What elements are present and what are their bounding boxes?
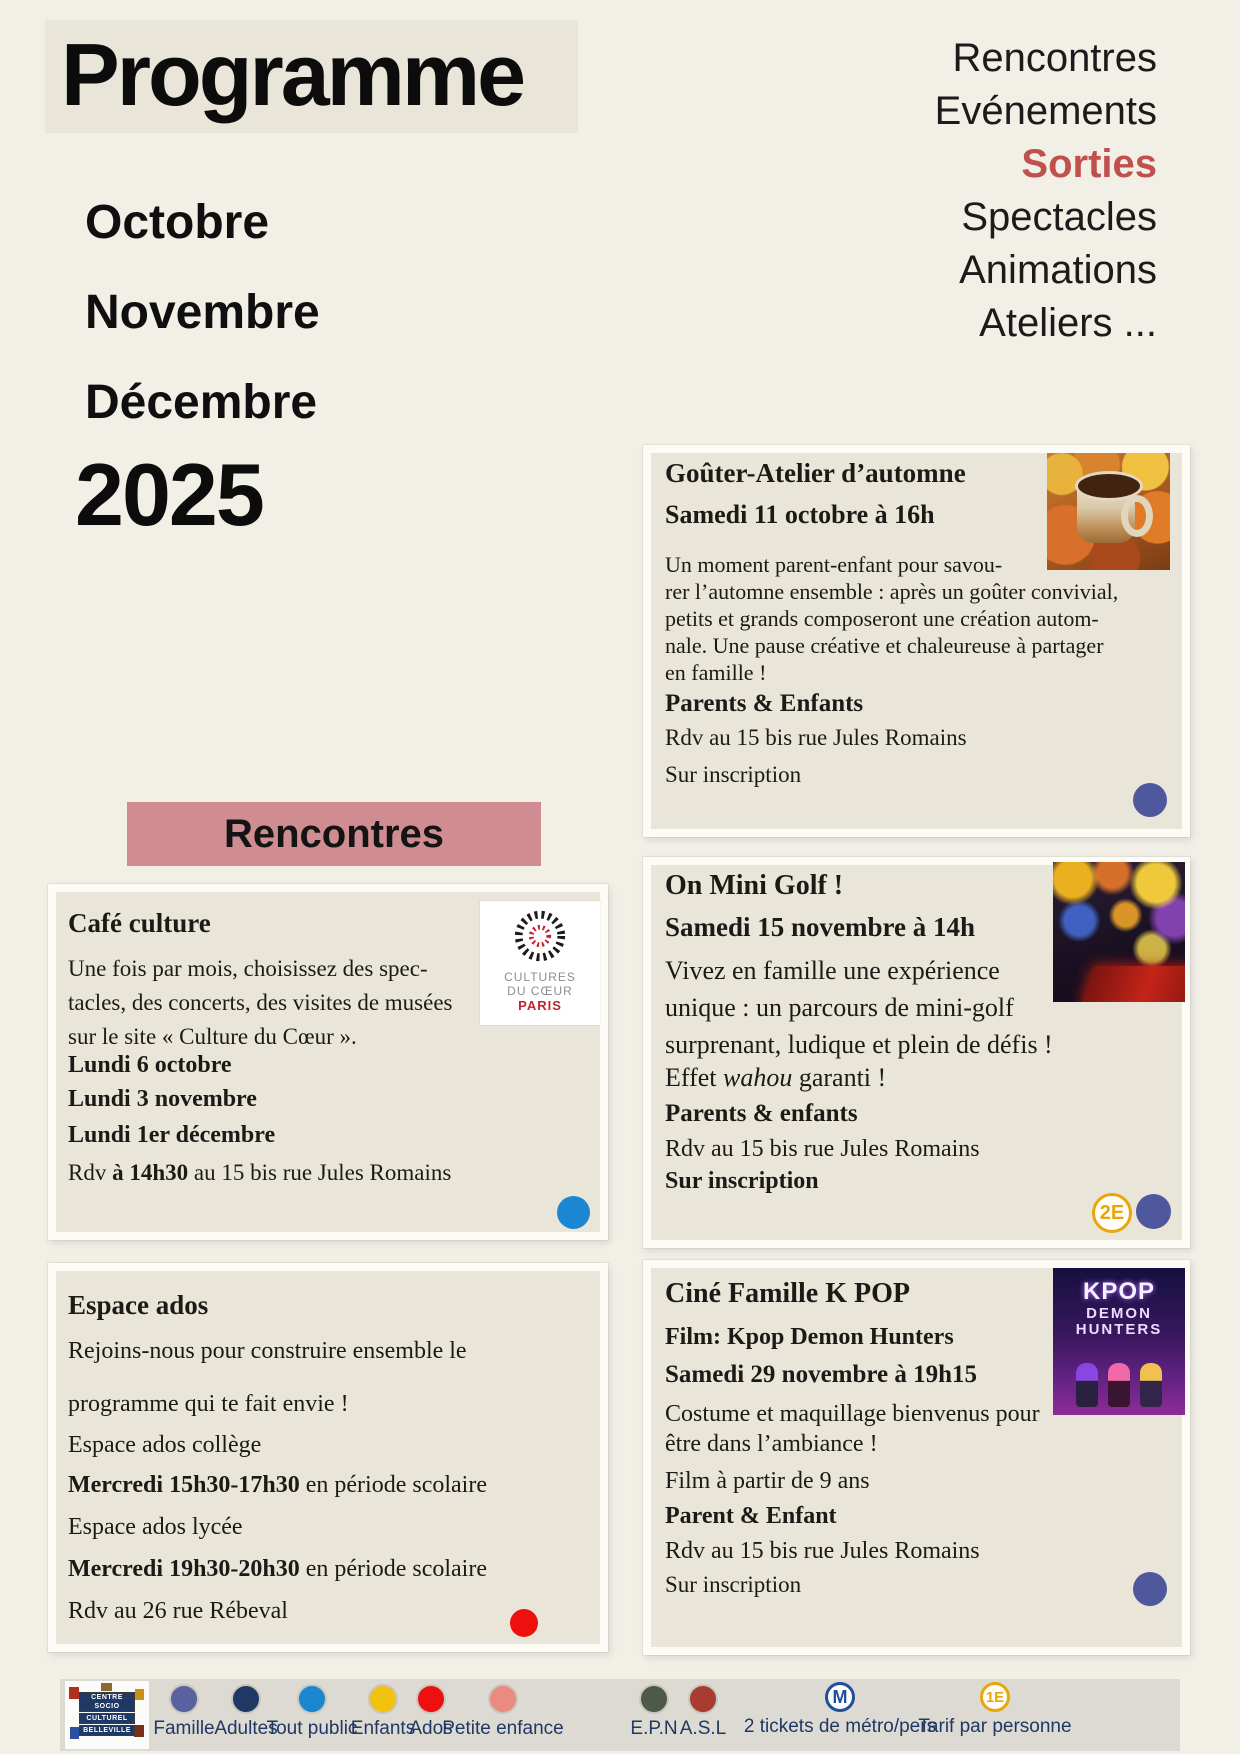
kpop-location: Rdv au 15 bis rue Jules Romains bbox=[665, 1538, 980, 1564]
asl-dot-icon bbox=[688, 1684, 718, 1714]
autumn-cocoa-photo bbox=[1047, 453, 1170, 570]
famille-dot-icon bbox=[169, 1684, 199, 1714]
section-banner-rencontres: Rencontres bbox=[127, 802, 541, 866]
ados-lycee-hours: Mercredi 19h30-20h30 en période scolaire bbox=[68, 1556, 487, 1582]
ados-college-label: Espace ados collège bbox=[68, 1432, 262, 1458]
year-label: 2025 bbox=[75, 445, 263, 544]
legend-item-asl: A.S.L bbox=[668, 1684, 738, 1740]
category-dot-famille bbox=[1133, 783, 1167, 817]
gouter-body: Un moment parent-enfant pour savou- rer l’automne ensemble : après un goûter convivial, petits et grands composeront une création autom- nale. Une pause créative et chaleureuse à partager en famille ! bbox=[665, 552, 1119, 685]
title-banner bbox=[45, 20, 578, 133]
minigolf-title: On Mini Golf ! bbox=[665, 870, 844, 901]
menu-item-rencontres: Rencontres bbox=[952, 36, 1157, 80]
golf-lane-illustration bbox=[1080, 966, 1185, 1002]
tout-public-dot-icon bbox=[297, 1684, 327, 1714]
poster-title: KPOP bbox=[1082, 1278, 1155, 1305]
menu-item-ateliers: Ateliers ... bbox=[979, 301, 1157, 345]
legend-item-petite-enfance: Petite enfance bbox=[433, 1684, 573, 1740]
kpop-audience: Parent & Enfant bbox=[665, 1503, 837, 1529]
poster-characters bbox=[1053, 1363, 1185, 1407]
cafe-date-3: Lundi 1er décembre bbox=[68, 1122, 276, 1148]
kpop-body: Costume et maquillage bienvenus pour être dans l’ambiance ! bbox=[665, 1401, 1040, 1457]
gouter-date: Samedi 11 octobre à 16h bbox=[665, 500, 935, 529]
kpop-date: Samedi 29 novembre à 19h15 bbox=[665, 1361, 978, 1388]
cafe-rdv-line: Rdv à 14h30 au 15 bis rue Jules Romains bbox=[68, 1160, 452, 1185]
kpop-film: Film: Kpop Demon Hunters bbox=[665, 1324, 954, 1350]
kpop-title: Ciné Famille K POP bbox=[665, 1278, 910, 1309]
gouter-note: Sur inscription bbox=[665, 762, 802, 787]
legend-item-tarif: 1E Tarif par personne bbox=[895, 1682, 1095, 1738]
minigolf-date: Samedi 15 novembre à 14h bbox=[665, 912, 976, 942]
effet-wahou-italic: wahou bbox=[723, 1063, 793, 1092]
ados-lycee-label: Espace ados lycée bbox=[68, 1514, 243, 1540]
kpop-note: Sur inscription bbox=[665, 1572, 802, 1597]
category-dot-famille bbox=[1136, 1194, 1171, 1229]
page-title: Programme bbox=[61, 25, 524, 124]
minigolf-location: Rdv au 15 bis rue Jules Romains bbox=[665, 1136, 980, 1162]
month-octobre: Octobre bbox=[85, 196, 270, 249]
petite-enfance-dot-icon bbox=[488, 1684, 518, 1714]
category-dot-ados bbox=[510, 1609, 538, 1637]
ados-college-hours: Mercredi 15h30-17h30 en période scolaire bbox=[68, 1472, 487, 1498]
epn-dot-icon bbox=[639, 1684, 669, 1714]
menu-item-evenements: Evénements bbox=[934, 89, 1157, 133]
minigolf-effet-line: Effet wahou garanti ! bbox=[665, 1063, 887, 1092]
menu-item-sorties: Sorties bbox=[1021, 142, 1157, 186]
gouter-location: Rdv au 15 bis rue Jules Romains bbox=[665, 725, 967, 750]
tarif-1e-icon: 1E bbox=[980, 1682, 1010, 1712]
category-dot-tout-public bbox=[557, 1196, 590, 1229]
price-2e-icon: 2E bbox=[1092, 1193, 1132, 1233]
ados-location: Rdv au 26 rue Rébeval bbox=[68, 1598, 288, 1624]
menu-item-spectacles: Spectacles bbox=[961, 195, 1157, 239]
enfants-dot-icon bbox=[368, 1684, 398, 1714]
minigolf-body: Vivez en famille une expérience unique : un parcours de mini-golf surprenant, ludique et plein de défis ! bbox=[665, 956, 1053, 1059]
month-novembre: Novembre bbox=[85, 286, 320, 339]
cafe-date-1: Lundi 6 octobre bbox=[68, 1052, 232, 1078]
kpop-demon-hunters-poster: KPOP DEMON HUNTERS bbox=[1053, 1268, 1185, 1415]
metro-icon: M bbox=[825, 1682, 855, 1712]
legend-item-adultes: Adultes bbox=[201, 1684, 291, 1740]
legend-item-ados: Ados bbox=[401, 1684, 461, 1740]
ados-intro-2: programme qui te fait envie ! bbox=[68, 1391, 349, 1417]
cafe-date-2: Lundi 3 novembre bbox=[68, 1086, 257, 1112]
mini-golf-photo bbox=[1053, 862, 1185, 1002]
centre-culturel-belleville-logo: CENTRE SOCIO CULTUREL BELLEVILLE bbox=[65, 1681, 149, 1749]
month-decembre: Décembre bbox=[85, 376, 318, 429]
legend-item-tout-public: Tout public bbox=[257, 1684, 367, 1740]
legend-item-epn: E.P.N bbox=[619, 1684, 689, 1740]
legend-item-enfants: Enfants bbox=[338, 1684, 428, 1740]
legend-item-metro: M 2 tickets de métro/pers bbox=[730, 1682, 950, 1738]
kpop-age: Film à partir de 9 ans bbox=[665, 1468, 870, 1494]
cafe-title: Café culture bbox=[68, 908, 211, 938]
legend-item-famille: Famille bbox=[144, 1684, 224, 1740]
minigolf-note: Sur inscription bbox=[665, 1168, 819, 1194]
category-dot-famille bbox=[1133, 1572, 1167, 1606]
minigolf-audience: Parents & enfants bbox=[665, 1100, 858, 1127]
gouter-title: Goûter-Atelier d’automne bbox=[665, 458, 966, 488]
ados-title: Espace ados bbox=[68, 1290, 209, 1320]
ados-intro-1: Rejoins-nous pour construire ensemble le bbox=[68, 1338, 467, 1364]
category-menu bbox=[935, 32, 1157, 350]
gouter-audience: Parents & Enfants bbox=[665, 690, 864, 717]
menu-item-animations: Animations bbox=[959, 248, 1157, 292]
cultures-du-coeur-logo: CULTURES DU CŒUR PARIS bbox=[480, 901, 600, 1025]
cafe-body: Une fois par mois, choisissez des spec- tacles, des concerts, des visites de musées sur le site « Culture du Cœur ». bbox=[68, 956, 453, 1049]
cocoa-mug-illustration bbox=[1077, 479, 1135, 543]
starburst-icon bbox=[511, 907, 569, 965]
months-list bbox=[85, 178, 320, 448]
